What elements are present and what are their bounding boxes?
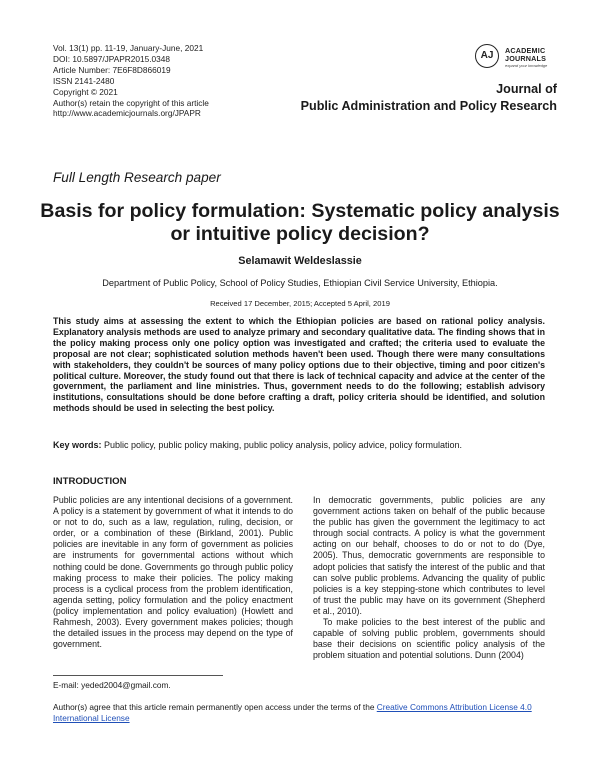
publisher-name (505, 47, 546, 63)
article-type: Full Length Research paper (53, 170, 221, 185)
article-metadata (53, 43, 209, 119)
license-text: Author(s) agree that this article remain permanently open access under the terms of the (53, 702, 377, 712)
body-paragraph: To make policies to the best interest of the public and capable of solving public problem, governments should base their decisions on scientific policy analysis of the problem situation and potential solutions. Dunn (2004) (313, 617, 545, 661)
journal-name-line1: Journal of (496, 82, 557, 96)
article-author: Selamawit Weldeslassie (238, 255, 362, 267)
journal-name-line2: Public Administration and Policy Research (300, 99, 557, 113)
metadata-article-number: Article Number: 7E6F8D866019 (53, 64, 171, 75)
publisher-name-line2: JOURNALS (505, 54, 547, 63)
article-title-line1: Basis for policy formulation: Systematic policy analysis (40, 200, 560, 222)
author-email: E-mail: yeded2004@gmail.com. (53, 680, 171, 690)
metadata-doi: DOI: 10.5897/JPAPR2015.0348 (53, 53, 171, 64)
license-notice (53, 702, 553, 724)
metadata-copyright: Copyright © 2021 (53, 86, 118, 97)
metadata-volume: Vol. 13(1) pp. 11-19, January-June, 2021 (53, 43, 204, 53)
journal-name (301, 81, 557, 115)
publisher-tagline: expand your knowledge (505, 63, 548, 68)
body-paragraph: In democratic governments, public policies are any government actions taken on behalf of the public because the public has given the government the legitimacy to act through social contracts. A policy is what the government acting on our behalf, chooses to do or not to do (Dye, 2005). Thus, democratic governments are responsible to adopt policies that satisfy the interest of the public and that can solve public problems. Advancing the quality of public policies is a key stepping-stone which contributes to level of trust the public may have on its government (Shepherd et al., 2010). (313, 495, 545, 616)
article-title (40, 200, 560, 246)
footnote-divider (53, 675, 223, 676)
publisher-name-line1: ACADEMIC (505, 46, 546, 55)
aj-logo-icon: AJ (475, 44, 499, 68)
section-heading-introduction: INTRODUCTION (53, 476, 127, 487)
article-dates: Received 17 December, 2015; Accepted 5 April, 2019 (210, 299, 390, 308)
body-column-left (53, 495, 293, 650)
body-column-right (313, 495, 545, 661)
body-paragraph: Public policies are any intentional decisions of a government. A policy is a statement by government of what it intends to do or not to do, such as a law, regulation, ruling, decision, or order, or a combination of these (Birkland, 2001). Public policies are inevitable in any form of government as policies are instruments for governmental actions without which nothing could be done. Governments go through public policy making process to make their policies. The policy making process is a cyclical process from the problem identification, agenda setting, policy formulation and the policy enactment (policy implementation and policy evaluation) (Howlett and Rahmesh, 2003). Every government makes policies; though the detailed issues in the process may depend on the type of government. (53, 495, 293, 650)
publisher-logo (475, 44, 565, 70)
keywords-list: Public policy, public policy making, public policy analysis, policy advice, policy formulation. (104, 440, 463, 450)
article-title-line2: or intuitive policy decision? (170, 223, 430, 245)
abstract: This study aims at assessing the extent to which the Ethiopian policies are based on rational policy analysis. Explanatory analysis methods are used to analyze primary and secondary qualitative data. The finding shows that in the policy making process only one policy option was investigated and crafted; the criteria used to evaluate the proposal are not clear; sophisticated solution methods haven't been used. Though there were many consultations with stakeholders, they couldn't be sources of many policy options due to their objective, timing and poor citizen's political culture. Moreover, the study found out that there is lack of technical capacity and advice at the center of the government, the parliament and line ministries. Thus, government needs to do the following; establish advisory institutions, consultations should be done before crafting a draft, policy criteria should be identified, and solution methods should be used in selecting the best policy. (53, 316, 545, 414)
license-link[interactable]: Creative Commons Attribution License 4.0 International License (53, 702, 532, 723)
keywords-label: Key words: (53, 440, 102, 450)
keywords (53, 440, 573, 450)
metadata-copyright-note: Author(s) retain the copyright of this article (53, 97, 209, 108)
metadata-url: http://www.academicjournals.org/JPAPR (53, 108, 201, 119)
author-affiliation: Department of Public Policy, School of Policy Studies, Ethiopian Civil Service University, Ethiopia. (102, 278, 498, 288)
metadata-issn: ISSN 2141-2480 (53, 75, 115, 86)
